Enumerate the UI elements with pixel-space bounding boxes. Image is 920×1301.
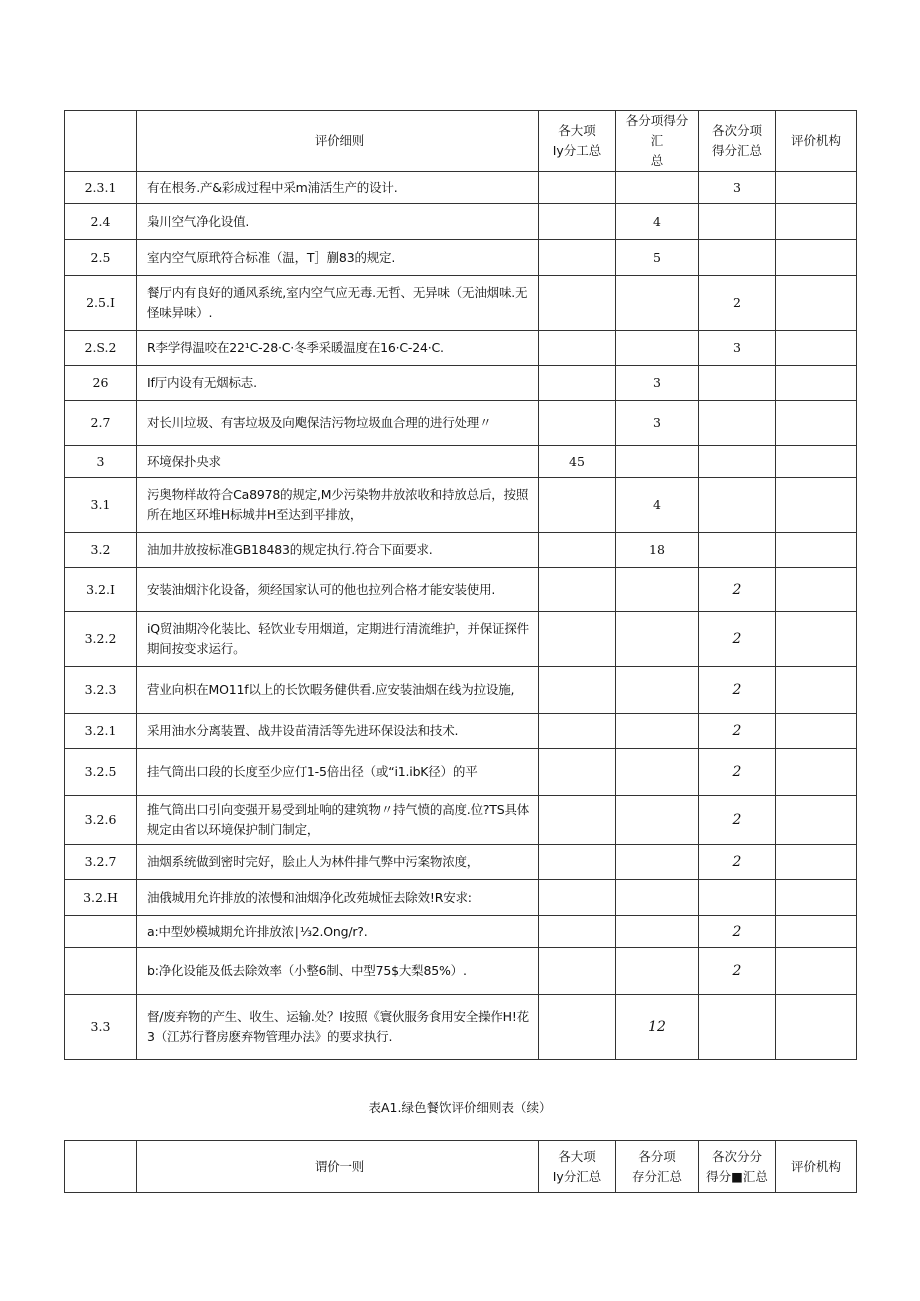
item-code: 3.2.5 — [65, 749, 137, 796]
header-code-cell — [65, 1141, 137, 1193]
org-cell — [776, 845, 857, 880]
item-criteria: 挂气筒出口段的长度至少应仃1-5倍出径（或“i1.ibK径）的平 — [137, 749, 539, 796]
sub-score-cell: 12 — [616, 995, 699, 1060]
org-cell — [776, 948, 857, 995]
header-major-subtotal: 各大项 Iy分汇总 — [539, 1141, 616, 1193]
secondary-score-cell — [699, 204, 776, 240]
org-cell — [776, 995, 857, 1060]
header-org: 评价机构 — [776, 111, 857, 172]
item-code: 2.3.1 — [65, 172, 137, 204]
major-subtotal-cell — [539, 478, 616, 533]
item-criteria: 环境保扑央求 — [137, 446, 539, 478]
header-criteria: 谓价一则 — [137, 1141, 539, 1193]
secondary-score-cell: 3 — [699, 172, 776, 204]
major-subtotal-cell — [539, 204, 616, 240]
table-row — [65, 916, 857, 948]
header-org: 评价机构 — [776, 1141, 857, 1193]
table-row — [65, 714, 857, 749]
org-cell — [776, 749, 857, 796]
item-criteria: 营业向枳在MO11f以上的长饮暇务健供看.应安装油烟在线为拉设施, — [137, 667, 539, 714]
secondary-score-cell: 2 — [699, 276, 776, 331]
header-code-cell — [65, 111, 137, 172]
major-subtotal-cell — [539, 366, 616, 401]
header-secondary-subtotal: 各次分分 得分■汇总 — [699, 1141, 776, 1193]
major-subtotal-cell — [539, 995, 616, 1060]
org-cell — [776, 880, 857, 916]
secondary-score-cell — [699, 995, 776, 1060]
major-subtotal-cell — [539, 612, 616, 667]
item-criteria: 油加井放按标准GB18483的规定执行.符合下面要求. — [137, 533, 539, 568]
evaluation-table-continued — [64, 1140, 857, 1193]
org-cell — [776, 568, 857, 612]
table-row — [65, 749, 857, 796]
header-criteria: 评价细则 — [137, 111, 539, 172]
item-code: 3.2.H — [65, 880, 137, 916]
major-subtotal-cell — [539, 880, 616, 916]
table-row — [65, 533, 857, 568]
table-caption: 表A1.绿色餐饮评价细则表（续） — [368, 1100, 552, 1115]
secondary-score-cell: 2 — [699, 845, 776, 880]
sub-score-cell — [616, 276, 699, 331]
org-cell — [776, 276, 857, 331]
header-sub-score-subtotal: 各分项 存分汇总 — [616, 1141, 699, 1193]
sub-score-cell — [616, 331, 699, 366]
header-sub-score-subtotal: 各分项得分汇 总 — [616, 111, 699, 172]
sub-score-cell — [616, 446, 699, 478]
table-row — [65, 796, 857, 845]
item-criteria: 油烟系统做到密时完好，脍止人为林件排气弊中污案物浓度， — [137, 845, 539, 880]
secondary-score-cell — [699, 446, 776, 478]
table-row — [65, 366, 857, 401]
item-code: 3.2.6 — [65, 796, 137, 845]
secondary-score-cell: 2 — [699, 796, 776, 845]
item-code: 3.1 — [65, 478, 137, 533]
major-subtotal-cell — [539, 796, 616, 845]
table-row — [65, 276, 857, 331]
table-row — [65, 172, 857, 204]
item-code: 2.7 — [65, 401, 137, 446]
item-code: 3.2.7 — [65, 845, 137, 880]
sub-score-cell — [616, 612, 699, 667]
item-criteria: b:净化设能及低去除效率（小整6制、中型75$大梨85%）. — [137, 948, 539, 995]
sub-score-cell — [616, 568, 699, 612]
major-subtotal-cell — [539, 667, 616, 714]
table-row — [65, 446, 857, 478]
table-row — [65, 948, 857, 995]
evaluation-table — [64, 110, 857, 1060]
org-cell — [776, 401, 857, 446]
sub-score-cell — [616, 916, 699, 948]
item-code: 2.5.I — [65, 276, 137, 331]
sub-score-cell — [616, 172, 699, 204]
item-criteria: iQ贸油期冷化装比、轻饮业专用烟道，定期进行清流维护，并保证探件期间按变求运行。 — [137, 612, 539, 667]
table-header-row — [65, 1141, 857, 1193]
item-code: 3.3 — [65, 995, 137, 1060]
sub-score-cell — [616, 714, 699, 749]
org-cell — [776, 331, 857, 366]
org-cell — [776, 478, 857, 533]
item-code: 26 — [65, 366, 137, 401]
sub-score-cell: 5 — [616, 240, 699, 276]
sub-score-cell — [616, 749, 699, 796]
secondary-score-cell: 2 — [699, 749, 776, 796]
item-code: 2.4 — [65, 204, 137, 240]
secondary-score-cell: 2 — [699, 948, 776, 995]
sub-score-cell: 3 — [616, 366, 699, 401]
table-row — [65, 401, 857, 446]
major-subtotal-cell — [539, 948, 616, 995]
org-cell — [776, 714, 857, 749]
org-cell — [776, 172, 857, 204]
item-criteria: 室内空气原玳符合标准（温，T］蒯83的规定. — [137, 240, 539, 276]
table-row — [65, 880, 857, 916]
item-criteria: If厅内设有无烟标志. — [137, 366, 539, 401]
item-code — [65, 948, 137, 995]
table-row — [65, 667, 857, 714]
item-criteria: a:中型妙模城期允许排放浓∣⅓2.Ong/r?. — [137, 916, 539, 948]
org-cell — [776, 612, 857, 667]
sub-score-cell — [616, 948, 699, 995]
secondary-score-cell — [699, 401, 776, 446]
item-code — [65, 916, 137, 948]
sub-score-cell — [616, 667, 699, 714]
item-criteria: 枭川空气净化设值. — [137, 204, 539, 240]
item-criteria: 油俄城用允许排放的浓慢和油烟净化改苑城怔去除效!R安求: — [137, 880, 539, 916]
item-code: 3.2.I — [65, 568, 137, 612]
sub-score-cell: 4 — [616, 204, 699, 240]
secondary-score-cell — [699, 533, 776, 568]
org-cell — [776, 916, 857, 948]
item-code: 2.S.2 — [65, 331, 137, 366]
major-subtotal-cell — [539, 401, 616, 446]
sub-score-cell: 18 — [616, 533, 699, 568]
table-row — [65, 240, 857, 276]
secondary-score-cell — [699, 478, 776, 533]
secondary-score-cell: 2 — [699, 667, 776, 714]
org-cell — [776, 667, 857, 714]
major-subtotal-cell — [539, 240, 616, 276]
item-code: 3 — [65, 446, 137, 478]
org-cell — [776, 240, 857, 276]
secondary-score-cell — [699, 880, 776, 916]
item-criteria: 督/废弃物的产生、收生、运输.处？I按照《寰伙服务食用安全操作H!花3（江苏行瞀房麽弃物管理办法》的要求执行. — [137, 995, 539, 1060]
item-code: 3.2.3 — [65, 667, 137, 714]
major-subtotal-cell — [539, 845, 616, 880]
major-subtotal-cell — [539, 916, 616, 948]
table-row — [65, 478, 857, 533]
major-subtotal-cell — [539, 568, 616, 612]
header-secondary-subtotal: 各次分项 得分汇总 — [699, 111, 776, 172]
org-cell — [776, 446, 857, 478]
org-cell — [776, 366, 857, 401]
table-row — [65, 995, 857, 1060]
table-row — [65, 612, 857, 667]
table-row — [65, 568, 857, 612]
sub-score-cell — [616, 880, 699, 916]
secondary-score-cell — [699, 240, 776, 276]
item-code: 3.2.2 — [65, 612, 137, 667]
major-subtotal-cell — [539, 533, 616, 568]
org-cell — [776, 796, 857, 845]
secondary-score-cell: 2 — [699, 714, 776, 749]
item-criteria: 对长川垃圾、有害垃圾及向飑保洁污物垃圾血合理的进行处理〃 — [137, 401, 539, 446]
item-code: 3.2 — [65, 533, 137, 568]
major-subtotal-cell — [539, 714, 616, 749]
item-code: 2.5 — [65, 240, 137, 276]
major-subtotal-cell — [539, 749, 616, 796]
secondary-score-cell: 2 — [699, 916, 776, 948]
table-row — [65, 331, 857, 366]
org-cell — [776, 533, 857, 568]
secondary-score-cell: 2 — [699, 612, 776, 667]
table-row — [65, 204, 857, 240]
item-criteria: R李学得温咬在22¹C-28·C·冬季采暖温度在16·C-24·C. — [137, 331, 539, 366]
secondary-score-cell: 3 — [699, 331, 776, 366]
item-criteria: 污奥物样故符合Ca8978的规定,M少污染物井放浓收和持放总后，按照所在地区环堆H标城井H至达到平排放， — [137, 478, 539, 533]
secondary-score-cell: 2 — [699, 568, 776, 612]
major-subtotal-cell — [539, 172, 616, 204]
sub-score-cell — [616, 796, 699, 845]
secondary-score-cell — [699, 366, 776, 401]
item-criteria: 推气筒出口引向变强开易受到址响的建筑物〃持气愤的高度.位?TS具体规定由省以环境保护制门制定， — [137, 796, 539, 845]
item-criteria: 采用油水分离装置、战井设苗清活等先进环保设法和技术. — [137, 714, 539, 749]
table-header-row — [65, 111, 857, 172]
item-code: 3.2.1 — [65, 714, 137, 749]
item-criteria: 安装油烟汴化设备，须经国家认可的他也拉列合格才能安装使用. — [137, 568, 539, 612]
sub-score-cell: 4 — [616, 478, 699, 533]
item-criteria: 餐厅内有良好的通风系统,室内空气应无毒.无哲、无异味（无油烟味.无怪味异味）. — [137, 276, 539, 331]
major-subtotal-cell: 45 — [539, 446, 616, 478]
table-row — [65, 845, 857, 880]
item-criteria: 有在根务.产&彩成过程中采m浦活生产的设计. — [137, 172, 539, 204]
major-subtotal-cell — [539, 276, 616, 331]
org-cell — [776, 204, 857, 240]
header-major-subtotal: 各大项 Iy分工总 — [539, 111, 616, 172]
sub-score-cell: 3 — [616, 401, 699, 446]
sub-score-cell — [616, 845, 699, 880]
major-subtotal-cell — [539, 331, 616, 366]
